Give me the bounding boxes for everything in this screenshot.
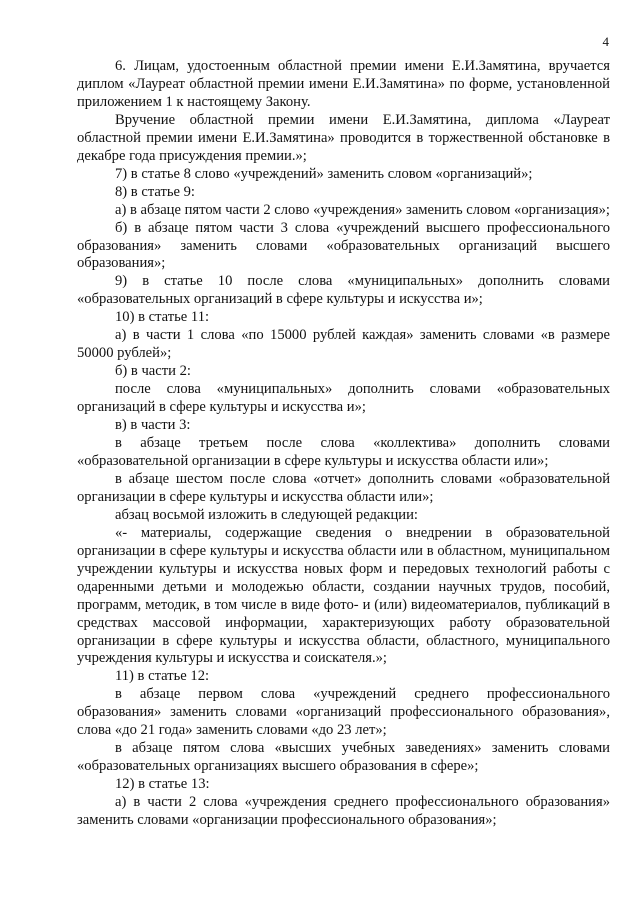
paragraph: в абзаце пятом слова «высших учебных заведениях» заменить словами «образовательных организациях высшего образования в сфере»;	[77, 740, 610, 775]
paragraph: 10) в статье 11:	[115, 309, 210, 326]
paragraph: Вручение областной премии имени Е.И.Замятина, диплома «Лауреат областной премии имени Е.И.Замятина» проводится в торжественной обстановке в декабре года присуждения премии.»;	[77, 111, 610, 164]
paragraph: в абзаце третьем после слова «коллектива» дополнить словами «образовательной организации в сфере культуры и искусства области или»;	[77, 435, 610, 469]
paragraph: «- материалы, содержащие сведения о внедрении в образовательной организации в сфере культуры и искусства области или в областном, муниципальном учреждении культуры и искусства новых форм и передовых технологий работы с одаренными детьми и молодежью области, создании научных трудов, пособий, программ, методик, в том числе в виде фото- и (или) видеоматериалов, публикаций в средствах массовой информации, характеризующих работу образовательной организации в сфере культуры и искусства области, областного, муниципального учреждения культуры и искусства и соискателя.»;	[77, 524, 610, 667]
paragraph: в абзаце первом слова «учреждений среднего профессионального образования» заменить словами «организаций профессионального образования», слова «до 21 года» заменить словами «до 23 лет»;	[77, 686, 610, 739]
paragraph: б) в абзаце пятом части 3 слова «учреждений высшего профессионального образования» заменить словами «образовательных организаций высшего образования»;	[77, 219, 610, 272]
document-body	[77, 58, 610, 830]
paragraph: а) в части 2 слова «учреждения среднего профессионального образования» заменить словами «организации профессионального образования»;	[77, 794, 610, 829]
paragraph: 12) в статье 13:	[115, 776, 210, 793]
page-number: 4	[602, 34, 609, 49]
paragraph: 9) в статье 10 после слова «муниципальных» дополнить словами «образовательных организаций в сфере культуры и искусства и»;	[77, 273, 610, 308]
paragraph: 11) в статье 12:	[115, 668, 210, 685]
paragraph: а) в части 1 слова «по 15000 рублей каждая» заменить словами «в размере 50000 рублей»;	[77, 327, 610, 362]
paragraph: после слова «муниципальных» дополнить словами «образовательных организаций в сфере культуры и искусства и»;	[77, 381, 610, 416]
paragraph: 6. Лицам, удостоенным областной премии имени Е.И.Замятина, вручается диплом «Лауреат областной премии имени Е.И.Замятина» по форме, установленной приложением 1 к настоящему Закону.	[77, 58, 610, 110]
paragraph: в) в части 3:	[115, 417, 191, 434]
paragraph: 7) в статье 8 слово «учреждений» заменить словом «организаций»;	[115, 165, 533, 182]
paragraph: б) в части 2:	[115, 363, 191, 380]
paragraph: 8) в статье 9:	[115, 183, 195, 200]
paragraph: в абзаце шестом после слова «отчет» дополнить словами «образовательной организации в сфере культуры и искусства области или»;	[77, 470, 610, 505]
paragraph: а) в абзаце пятом части 2 слово «учреждения» заменить словом «организация»;	[115, 201, 610, 218]
paragraph: абзац восьмой изложить в следующей редакции:	[115, 506, 418, 523]
